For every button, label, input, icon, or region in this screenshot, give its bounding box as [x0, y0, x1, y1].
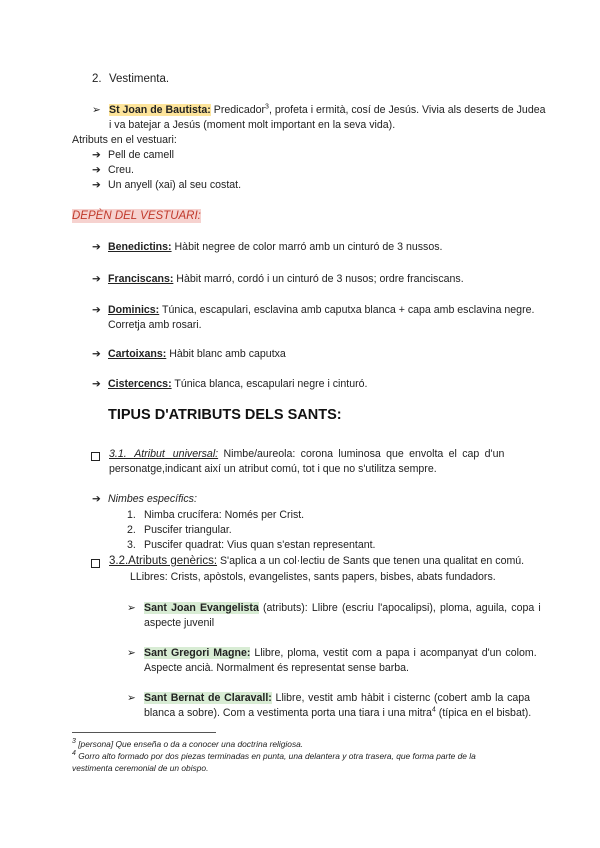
bautista-paragraph — [109, 103, 546, 117]
checkbox-icon — [91, 452, 100, 461]
footnote-3 — [72, 739, 303, 750]
arrow-icon: ➔ — [92, 149, 101, 161]
order-name: Franciscans: — [108, 273, 174, 285]
arrow-icon: ➔ — [92, 348, 101, 360]
footnote-divider — [72, 732, 216, 733]
saint-line1 — [144, 691, 530, 705]
arrow-icon: ➔ — [92, 241, 101, 253]
list-item: Nimba crucífera: Només per Crist. — [144, 509, 305, 521]
footnote-text: Gorro alto formado por dos piezas terminadas en punta, una delantera y otra trasera, que forma parte de la — [75, 751, 476, 761]
list-item — [108, 303, 534, 317]
list-item — [108, 377, 368, 391]
list-item — [108, 272, 464, 286]
universal-label: 3.1. Atribut universal: — [109, 448, 219, 460]
arrow-icon: ➔ — [92, 304, 101, 316]
section-number: 2. — [92, 73, 102, 85]
list-item: Puscifer triangular. — [144, 524, 232, 536]
footnote-text: [persona] Que enseña o da a conocer una doctrina religiosa. — [75, 739, 304, 749]
list-item: Creu. — [108, 164, 134, 176]
generics-line2: LLibres: Crists, apòstols, evangelistes, sants papers, bisbes, abats fundadors. — [130, 571, 496, 583]
order-text: Túnica blanca, escapulari negre i cinturó. — [171, 378, 368, 390]
arrow-icon: ➔ — [92, 164, 101, 176]
list-number: 1. — [127, 509, 136, 521]
saint-line2b: (típica en el bisbat). — [435, 707, 532, 719]
universal-line1 — [109, 447, 504, 461]
list-item — [108, 347, 286, 361]
list-item — [108, 240, 442, 254]
arrow-icon: ➔ — [92, 273, 101, 285]
arrow-icon: ➔ — [92, 378, 101, 390]
order-text: Hàbit negree de color marró amb un cinturó de 3 nussos. — [171, 241, 443, 253]
footnote-number: 4 — [72, 750, 76, 758]
bautista-name: St Joan de Bautista: — [109, 104, 211, 116]
saint-name: Sant Bernat de Claravall: — [144, 692, 272, 704]
generics-text: S'aplica a un col·lectiu de Sants que tenen una qualitat en comú. — [217, 555, 525, 567]
list-item: Un anyell (xai) al seu costat. — [108, 179, 242, 191]
bautista-line2: i va batejar a Jesús (moment molt important en la seva vida). — [109, 119, 396, 131]
footnote-4 — [72, 751, 476, 762]
tipus-heading: TIPUS D'ATRIBUTS DELS SANTS: — [108, 407, 342, 423]
arrow-icon: ➔ — [92, 493, 101, 505]
footnote-ref-3[interactable]: 3 — [265, 103, 269, 111]
order-line2: Corretja amb rosari. — [108, 319, 202, 331]
list-number: 3. — [127, 539, 136, 551]
saint-line1 — [144, 601, 541, 615]
order-text: Túnica, escapulari, esclavina amb caputxa blanca + capa amb esclavina negre. — [159, 304, 535, 316]
saint-text: Llibre, vestit amb hàbit i cisternc (cobert amb la capa — [271, 692, 531, 704]
saint-line2: aspecte juvenil — [144, 617, 215, 629]
saint-name: Sant Gregori Magne: — [144, 647, 251, 659]
bautista-text1: Predicador — [210, 104, 266, 116]
section-title: Vestimenta. — [109, 73, 170, 85]
list-item: Pell de camell — [108, 149, 174, 161]
generics-line1 — [109, 554, 524, 568]
saint-name: Sant Joan Evangelista — [144, 602, 259, 614]
bullet-icon: ➢ — [92, 104, 101, 116]
atributs-intro: Atributs en el vestuari: — [72, 134, 177, 146]
checkbox-icon — [91, 559, 100, 568]
generics-label: 3.2.Atributs genèrics: — [109, 555, 218, 567]
saint-line2: Aspecte ancià. Normalment és representat sense barba. — [144, 662, 409, 674]
list-number: 2. — [127, 524, 136, 536]
bautista-text2: , profeta i ermità, cosí de Jesús. Vivia als deserts de Judea — [268, 104, 546, 116]
order-name: Cartoixans: — [108, 348, 167, 360]
bullet-icon: ➢ — [127, 647, 136, 659]
footnote-4-line2: vestimenta ceremonial de un obispo. — [72, 763, 209, 773]
footnote-number: 3 — [72, 738, 76, 746]
saint-line2 — [144, 706, 531, 720]
order-name: Cistercencs: — [108, 378, 172, 390]
list-item: Puscifer quadrat: Vius quan s'estan representant. — [144, 539, 376, 551]
order-name: Dominics: — [108, 304, 160, 316]
saint-line2a: blanca a sobre). Com a vestimenta porta una tiara i una mitra — [144, 707, 432, 719]
arrow-icon: ➔ — [92, 179, 101, 191]
depen-title: DEPÈN DEL VESTUARI: — [72, 210, 201, 222]
bullet-icon: ➢ — [127, 692, 136, 704]
bullet-icon: ➢ — [127, 602, 136, 614]
universal-text: Nimbe/aureola: corona luminosa que envolta el cap d'un — [218, 448, 505, 460]
order-text: Hàbit marró, cordó i un cinturó de 3 nusos; ordre franciscans. — [173, 273, 464, 285]
saint-line1 — [144, 646, 537, 660]
order-name: Benedictins: — [108, 241, 172, 253]
footnote-ref-4[interactable]: 4 — [431, 706, 436, 714]
saint-text: Llibre, ploma, vestit com a papa i acompanyat d'un colom. — [250, 647, 537, 659]
order-text: Hàbit blanc amb caputxa — [166, 348, 286, 360]
saint-text: (atributs): Llibre (escriu l'apocalipsi), ploma, aguila, copa i — [258, 602, 541, 614]
nimbes-label: Nimbes específics: — [108, 493, 197, 505]
universal-line2: personatge,indicant així un atribut comú, tot i que no s'utilitza sempre. — [109, 463, 437, 475]
